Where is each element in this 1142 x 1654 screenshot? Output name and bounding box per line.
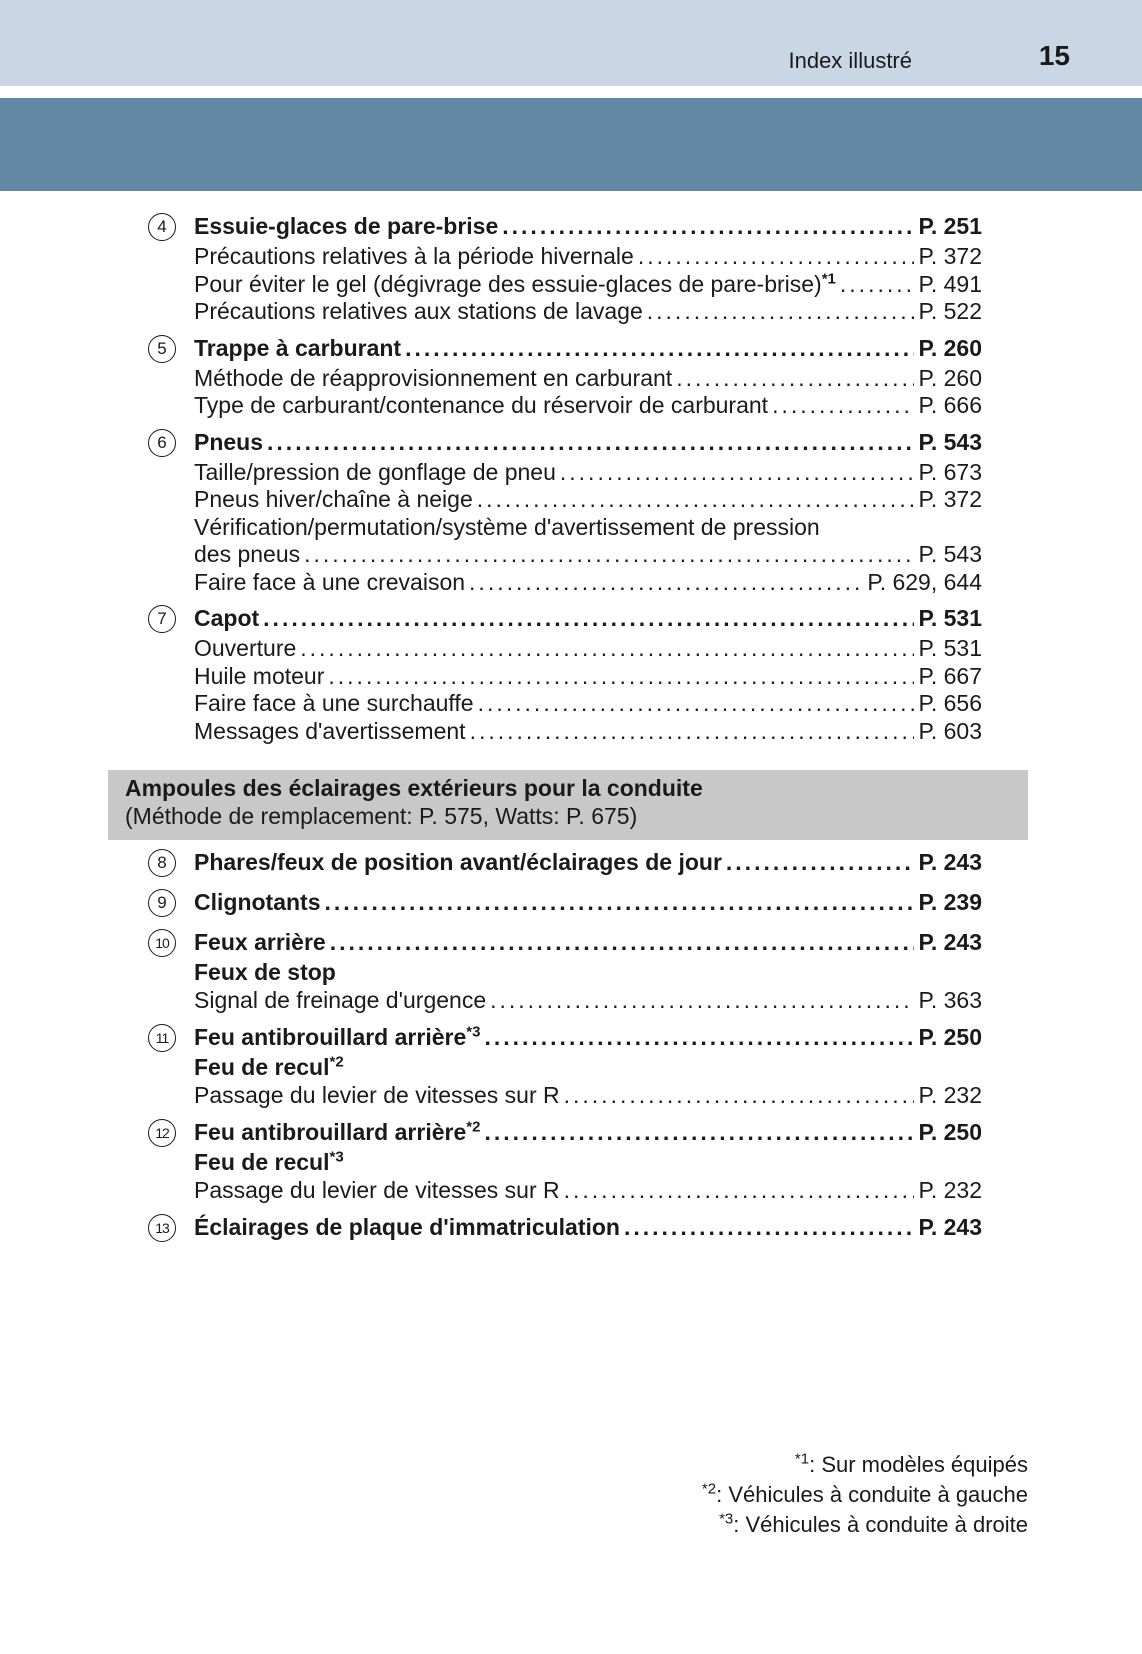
page-title: Index illustré: [788, 48, 912, 73]
subentry-text: Ouverture: [194, 635, 297, 661]
entry-page-ref: P. 543: [918, 428, 982, 455]
subentry-text: Précautions relatives à la période hivernale: [194, 243, 634, 269]
index-entry-license-plate-lights[interactable]: [194, 1211, 982, 1244]
index-subentry[interactable]: [194, 987, 982, 1015]
subentry-label: Pour éviter le gel (dégivrage des essuie-glaces de pare-brise): [194, 270, 822, 297]
entry-page-ref: P. 243: [918, 929, 982, 955]
subentry-page-ref: P. 603: [918, 717, 982, 744]
subentry-text: Faire face à une surchauffe: [194, 690, 474, 716]
index-section-7: [148, 602, 982, 745]
footnote-2: [702, 1480, 1028, 1510]
footnote-text: : Véhicules à conduite à droite: [733, 1512, 1028, 1537]
index-section-12: [148, 1116, 982, 1204]
subentry-text: Signal de freinage d'urgence: [194, 986, 487, 1013]
subentry-text: Passage du levier de vitesses sur R: [194, 1081, 560, 1108]
index-list-lights: [148, 846, 982, 1251]
circled-number-12: 12: [148, 1119, 176, 1147]
subentry-page-ref: P. 232: [918, 1176, 982, 1203]
subentry-page-ref: P. 260: [918, 364, 982, 391]
index-subentry[interactable]: [194, 486, 982, 514]
entry-title: Trappe à carburant: [194, 334, 402, 361]
entry-title: Capot: [194, 605, 260, 631]
entry-page-ref: P. 531: [918, 605, 982, 631]
index-entry-rear-fog-light[interactable]: [194, 1116, 982, 1149]
index-subentry[interactable]: [194, 1177, 982, 1205]
circled-number-5: 5: [148, 335, 176, 363]
entry-page-ref: P. 243: [918, 1214, 982, 1240]
index-subentry[interactable]: [194, 365, 982, 393]
exterior-lights-heading-box: [108, 770, 1028, 840]
index-section-8: [148, 846, 982, 879]
entry-title: Phares/feux de position avant/éclairages de jour: [194, 849, 722, 875]
circled-number-11: 11: [148, 1024, 176, 1052]
footnote-text: : Véhicules à conduite à gauche: [716, 1482, 1028, 1507]
subentry-page-ref: P. 372: [918, 486, 982, 512]
index-section-9: [148, 886, 982, 919]
circled-number-4: 4: [148, 213, 176, 241]
subentry-text: Précautions relatives aux stations de lavage: [194, 298, 643, 324]
index-entry-tail-lights[interactable]: [194, 926, 982, 959]
index-subentry[interactable]: [194, 459, 982, 487]
index-subentry[interactable]: [194, 718, 982, 746]
subentry-page-ref: P. 673: [918, 458, 982, 485]
entry-title: Éclairages de plaque d'immatriculation: [194, 1214, 620, 1240]
index-subentry[interactable]: [194, 635, 982, 663]
entry-page-ref: P. 239: [918, 889, 982, 915]
index-subentry[interactable]: [194, 1082, 982, 1110]
section-banner: [0, 98, 1142, 191]
index-subentry[interactable]: [194, 243, 982, 271]
entry-title: Essuie-glaces de pare-brise: [194, 213, 499, 239]
entry-page-ref: P. 250: [918, 1024, 982, 1050]
entry-page-ref: P. 243: [918, 849, 982, 875]
subentry-page-ref: P. 667: [918, 662, 982, 689]
subentry-text: Huile moteur: [194, 662, 325, 689]
subentry-page-ref: P. 531: [918, 635, 982, 661]
index-entry-rear-fog-light[interactable]: [194, 1021, 982, 1054]
index-subheading[interactable]: [194, 1054, 982, 1082]
footnotes: [702, 1450, 1028, 1540]
header-band: [0, 0, 1142, 86]
index-section-4: [148, 210, 982, 326]
index-section-5: [148, 332, 982, 420]
subentry-text: Passage du levier de vitesses sur R: [194, 1176, 560, 1203]
index-subentry[interactable]: [194, 541, 982, 569]
index-subentry[interactable]: [194, 271, 982, 299]
index-section-10: [148, 926, 982, 1014]
footnote-text: : Sur modèles équipés: [809, 1452, 1028, 1477]
index-entry-fuel-door[interactable]: [194, 332, 982, 365]
footnote-mark: *3: [329, 1148, 344, 1166]
subentry-text: Messages d'avertissement: [194, 717, 466, 744]
circled-number-6: 6: [148, 429, 176, 457]
entry-title-label: Feu antibrouillard arrière: [194, 1024, 467, 1050]
circled-number-8: 8: [148, 849, 176, 877]
subentry-page-ref: P. 666: [918, 392, 982, 418]
subentry-page-ref: P. 629, 644: [867, 568, 982, 595]
page-number: 15: [1038, 40, 1070, 71]
entry-title: Clignotants: [194, 889, 321, 915]
subentry-page-ref: P. 232: [918, 1081, 982, 1108]
circled-number-7: 7: [148, 605, 176, 633]
subentry-text: Méthode de réapprovisionnement en carburant: [194, 364, 673, 391]
footnote-mark: *2: [701, 1480, 717, 1498]
subentry-page-ref: P. 372: [918, 243, 982, 269]
index-subheading[interactable]: [194, 1149, 982, 1177]
index-section-13: [148, 1211, 982, 1244]
index-subentry[interactable]: [194, 690, 982, 718]
index-section-11: [148, 1021, 982, 1109]
section-heading: Ampoules des éclairages extérieurs pour la conduite: [125, 775, 703, 801]
footnote-mark: *1: [821, 269, 836, 287]
index-subentry-line1[interactable]: Vérification/permutation/système d'avertissement de pression: [194, 513, 820, 540]
index-subentry[interactable]: [194, 298, 982, 326]
entry-page-ref: P. 260: [918, 334, 982, 361]
entry-page-ref: P. 250: [918, 1119, 982, 1145]
subentry-page-ref: P. 522: [918, 298, 982, 324]
subentry-page-ref: P. 656: [918, 690, 982, 716]
index-section-6: [148, 426, 982, 597]
index-subentry[interactable]: [194, 569, 982, 597]
section-subheading: (Méthode de remplacement: P. 575, Watts: P. 675): [125, 803, 638, 829]
subentry-page-ref: P. 363: [918, 986, 982, 1013]
footnote-1: [702, 1450, 1028, 1480]
subentry-text: Pneus hiver/chaîne à neige: [194, 486, 473, 512]
circled-number-10: 10: [148, 929, 176, 957]
subentry-text: Faire face à une crevaison: [194, 568, 466, 595]
subentry-text: Taille/pression de gonflage de pneu: [194, 458, 556, 485]
subheading-label: Feu de recul: [194, 1054, 330, 1080]
subentry-text: des pneus: [194, 541, 301, 567]
footnote-mark: *2: [466, 1118, 481, 1136]
entry-title: [194, 1116, 480, 1149]
index-subheading[interactable]: Feux de stop: [194, 959, 336, 985]
footnote-3: [702, 1510, 1028, 1540]
entry-title: Pneus: [194, 428, 264, 455]
subentry-text: [194, 271, 836, 299]
circled-number-13: 13: [148, 1214, 176, 1242]
entry-page-ref: P. 251: [918, 213, 982, 239]
index-entry-hood[interactable]: [194, 602, 982, 635]
index-subentry[interactable]: [194, 663, 982, 691]
subentry-page-ref: P. 543: [918, 541, 982, 567]
entry-title-label: Feu antibrouillard arrière: [194, 1119, 467, 1145]
subentry-page-ref: P. 491: [918, 270, 982, 297]
index-entry-wipers[interactable]: [194, 210, 982, 243]
footnote-mark: *3: [466, 1023, 481, 1041]
entry-title: [194, 1021, 480, 1054]
subentry-text: Type de carburant/contenance du réservoir de carburant: [194, 392, 769, 418]
index-entry-tires[interactable]: [194, 426, 982, 459]
index-entry-headlights[interactable]: [194, 846, 982, 879]
footnote-mark: *3: [719, 1510, 734, 1528]
index-list-upper: [148, 210, 982, 751]
entry-title: Feux arrière: [194, 929, 326, 955]
circled-number-9: 9: [148, 889, 176, 917]
footnote-mark: *2: [329, 1053, 344, 1071]
subheading-label: Feu de recul: [194, 1149, 330, 1175]
footnote-mark: *1: [794, 1450, 810, 1468]
index-subentry[interactable]: [194, 392, 982, 420]
index-entry-turn-signals[interactable]: [194, 886, 982, 919]
